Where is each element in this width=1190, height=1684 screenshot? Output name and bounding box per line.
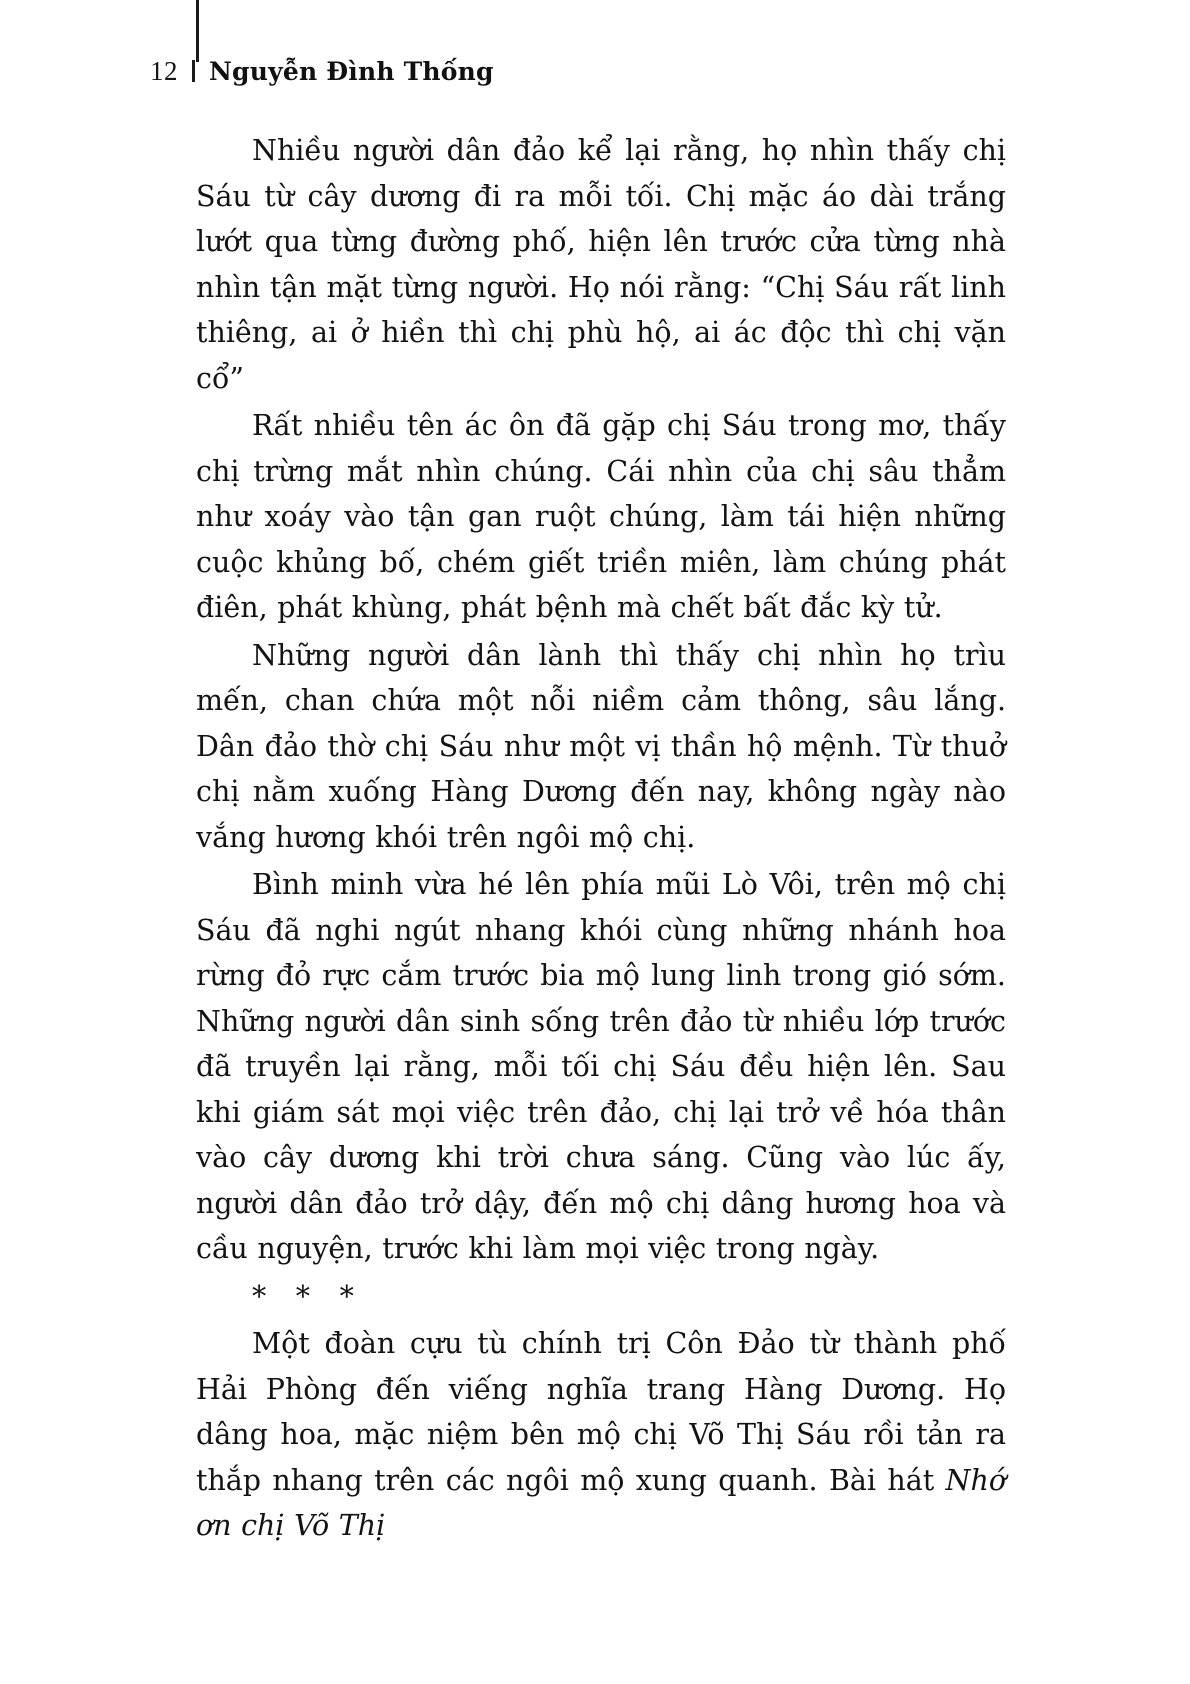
paragraph-with-italic-title: [196, 1321, 1006, 1549]
page-number: 12: [150, 56, 178, 86]
page-header: [150, 56, 1050, 87]
song-title: Nhớ ơn chị Võ Thị: [196, 1463, 1006, 1542]
paragraph: Rất nhiều tên ác ôn đã gặp chị Sáu trong mơ, thấy chị trừng mắt nhìn chúng. Cái nhìn của chị sâu thẳm như xoáy vào tận gan ruột chúng, làm tái hiện những cuộc khủng bố, chém giết triền miên, làm chúng phát điên, phát khùng, phát bệnh mà chết bất đắc kỳ tử.: [196, 409, 1006, 624]
paragraph: Những người dân lành thì thấy chị nhìn họ trìu mến, chan chứa một nỗi niềm cảm thông, sâu lắng. Dân đảo thờ chị Sáu như một vị thần hộ mệnh. Từ thuở chị nằm xuống Hàng Dương đến nay, không ngày nào vắng hương khói trên ngôi mộ chị.: [196, 638, 1006, 854]
gutter-rule-mark: [196, 0, 199, 62]
paragraph-lead-text: Một đoàn cựu tù chính trị Côn Đảo từ thành phố Hải Phòng đến viếng nghĩa trang Hàng Dương. Họ dâng hoa, mặc niệm bên mộ chị Võ Thị Sáu rồi tản ra thắp nhang trên các ngôi mộ xung quanh. Bài hát: [196, 1327, 1006, 1497]
running-title: Nguyễn Đình Thống: [209, 57, 494, 86]
section-divider: * * *: [252, 1279, 364, 1313]
body-text-block: [196, 128, 1006, 1549]
paragraph: Nhiều người dân đảo kể lại rằng, họ nhìn thấy chị Sáu từ cây dương đi ra mỗi tối. Chị mặc áo dài trắng lướt qua từng đường phố, hiện lên trước cửa từng nhà nhìn tận mặt từng người. Họ nói rằng: “Chị Sáu rất linh thiêng, ai ở hiền thì chị phù hộ, ai ác độc thì chị vặn cổ”: [196, 134, 1006, 395]
folio-separator-rule: [192, 60, 195, 82]
paragraph: Bình minh vừa hé lên phía mũi Lò Vôi, trên mộ chị Sáu đã nghi ngút nhang khói cùng những nhánh hoa rừng đỏ rực cắm trước bia mộ lung linh trong gió sớm. Những người dân sinh sống trên đảo từ nhiều lớp trước đã truyền lại rằng, mỗi tối chị Sáu đều hiện lên. Sau khi giám sát mọi việc trên đảo, chị lại trở về hóa thân vào cây dương khi trời chưa sáng. Cũng vào lúc ấy, người dân đảo trở dậy, đến mộ chị dâng hương hoa và cầu nguyện, trước khi làm mọi việc trong ngày.: [196, 868, 1006, 1265]
